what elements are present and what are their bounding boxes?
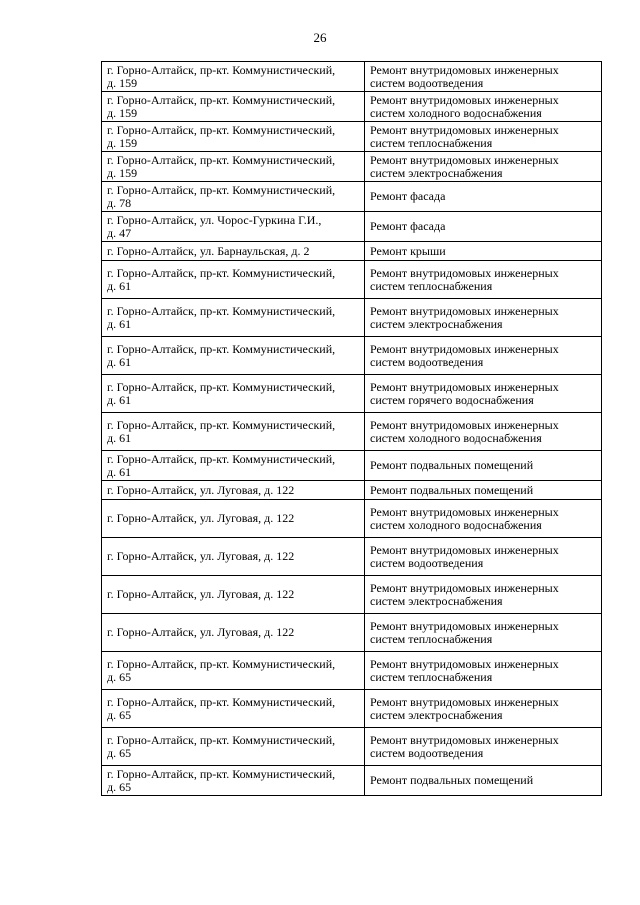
address-line: г. Горно-Алтайск, пр-кт. Коммунистический, <box>107 303 336 318</box>
address-line: д. 65 <box>107 669 132 684</box>
work-type-line: Ремонт подвальных помещений <box>370 773 534 787</box>
work-type-cell <box>365 261 602 299</box>
work-type-line: Ремонт внутридомовых инженерных <box>370 152 559 167</box>
work-type-line: Ремонт внутридомовых инженерных <box>370 504 559 519</box>
work-type-line: систем теплоснабжения <box>370 669 493 684</box>
address-cell <box>102 652 365 690</box>
address-line: д. 61 <box>107 354 132 369</box>
address-line: д. 159 <box>107 105 138 120</box>
work-type-line: Ремонт внутридомовых инженерных <box>370 656 559 671</box>
address-line: д. 159 <box>107 165 138 180</box>
work-type-line: Ремонт внутридомовых инженерных <box>370 303 559 318</box>
work-type-cell <box>365 92 602 122</box>
address-line: г. Горно-Алтайск, пр-кт. Коммунистический, <box>107 92 336 107</box>
address-line: г. Горно-Алтайск, ул. Чорос-Гуркина Г.И., <box>107 212 322 227</box>
table-row <box>102 152 602 182</box>
work-type-cell <box>365 728 602 766</box>
work-type-line: Ремонт подвальных помещений <box>370 458 534 472</box>
address-line: г. Горно-Алтайск, ул. Барнаульская, д. 2 <box>107 243 310 258</box>
address-cell <box>102 152 365 182</box>
table-row <box>102 614 602 652</box>
table-row <box>102 182 602 212</box>
work-type-line: систем водоотведения <box>370 75 484 90</box>
work-type-line: Ремонт внутридомовых инженерных <box>370 580 559 595</box>
work-type-cell <box>365 451 602 481</box>
work-type-line: Ремонт внутридомовых инженерных <box>370 732 559 747</box>
table-row <box>102 242 602 261</box>
work-type-line: систем водоотведения <box>370 354 484 369</box>
address-line: д. 159 <box>107 135 138 150</box>
address-line: г. Горно-Алтайск, пр-кт. Коммунистический, <box>107 341 336 356</box>
address-line: г. Горно-Алтайск, пр-кт. Коммунистический, <box>107 62 336 77</box>
address-cell <box>102 576 365 614</box>
address-line: г. Горно-Алтайск, пр-кт. Коммунистический, <box>107 265 336 280</box>
page-number: 26 <box>313 30 327 45</box>
table-row <box>102 500 602 538</box>
address-line: д. 61 <box>107 392 132 407</box>
address-line: д. 61 <box>107 430 132 445</box>
table-row <box>102 413 602 451</box>
work-type-cell <box>365 614 602 652</box>
address-line: г. Горно-Алтайск, ул. Луговая, д. 122 <box>107 625 295 639</box>
work-type-line: систем теплоснабжения <box>370 278 493 293</box>
work-type-cell <box>365 766 602 796</box>
address-line: г. Горно-Алтайск, пр-кт. Коммунистический, <box>107 122 336 137</box>
address-line: г. Горно-Алтайск, пр-кт. Коммунистический, <box>107 766 336 781</box>
work-type-line: систем водоотведения <box>370 555 484 570</box>
work-type-cell <box>365 481 602 500</box>
address-cell <box>102 182 365 212</box>
address-cell <box>102 690 365 728</box>
work-type-line: Ремонт внутридомовых инженерных <box>370 92 559 107</box>
table-row <box>102 690 602 728</box>
address-cell <box>102 413 365 451</box>
work-type-line: систем электроснабжения <box>370 316 503 331</box>
work-type-line: систем холодного водоснабжения <box>370 517 542 532</box>
address-cell <box>102 62 365 92</box>
address-line: д. 65 <box>107 779 132 794</box>
address-line: г. Горно-Алтайск, пр-кт. Коммунистический, <box>107 379 336 394</box>
address-line: г. Горно-Алтайск, пр-кт. Коммунистический, <box>107 152 336 167</box>
works-table <box>101 61 602 796</box>
work-type-cell <box>365 413 602 451</box>
table-row <box>102 766 602 796</box>
work-type-line: систем горячего водоснабжения <box>370 392 534 407</box>
address-line: г. Горно-Алтайск, пр-кт. Коммунистический, <box>107 451 336 466</box>
address-cell <box>102 481 365 500</box>
table-row <box>102 451 602 481</box>
work-type-line: Ремонт крыши <box>370 243 446 258</box>
work-type-cell <box>365 182 602 212</box>
table-row <box>102 576 602 614</box>
address-cell <box>102 92 365 122</box>
address-cell <box>102 375 365 413</box>
address-line: д. 65 <box>107 745 132 760</box>
address-line: г. Горно-Алтайск, ул. Луговая, д. 122 <box>107 511 295 525</box>
work-type-line: Ремонт внутридомовых инженерных <box>370 694 559 709</box>
work-type-line: систем теплоснабжения <box>370 135 493 150</box>
work-type-line: систем электроснабжения <box>370 593 503 608</box>
address-cell <box>102 212 365 242</box>
table-row <box>102 62 602 92</box>
address-line: д. 159 <box>107 75 138 90</box>
address-line: г. Горно-Алтайск, пр-кт. Коммунистический, <box>107 732 336 747</box>
table-row <box>102 728 602 766</box>
address-line: д. 61 <box>107 316 132 331</box>
address-line: г. Горно-Алтайск, пр-кт. Коммунистический, <box>107 417 336 432</box>
work-type-line: систем электроснабжения <box>370 707 503 722</box>
work-type-line: Ремонт внутридомовых инженерных <box>370 618 559 633</box>
address-line: г. Горно-Алтайск, пр-кт. Коммунистический, <box>107 182 336 197</box>
work-type-line: систем холодного водоснабжения <box>370 105 542 120</box>
work-type-cell <box>365 375 602 413</box>
address-line: д. 78 <box>107 195 132 210</box>
work-type-line: систем водоотведения <box>370 745 484 760</box>
address-cell <box>102 766 365 796</box>
work-type-line: Ремонт внутридомовых инженерных <box>370 122 559 137</box>
work-type-cell <box>365 337 602 375</box>
address-line: г. Горно-Алтайск, ул. Луговая, д. 122 <box>107 482 295 497</box>
work-type-cell <box>365 152 602 182</box>
work-type-line: систем теплоснабжения <box>370 631 493 646</box>
address-cell <box>102 122 365 152</box>
work-type-cell <box>365 576 602 614</box>
address-cell <box>102 337 365 375</box>
work-type-cell <box>365 538 602 576</box>
work-type-line: Ремонт внутридомовых инженерных <box>370 62 559 77</box>
work-type-cell <box>365 299 602 337</box>
address-line: д. 61 <box>107 464 132 479</box>
address-cell <box>102 451 365 481</box>
work-type-cell <box>365 62 602 92</box>
address-cell <box>102 728 365 766</box>
work-type-line: Ремонт фасада <box>370 189 446 203</box>
address-line: д. 65 <box>107 707 132 722</box>
work-type-line: систем холодного водоснабжения <box>370 430 542 445</box>
address-line: г. Горно-Алтайск, ул. Луговая, д. 122 <box>107 587 295 601</box>
address-cell <box>102 614 365 652</box>
address-line: г. Горно-Алтайск, ул. Луговая, д. 122 <box>107 549 295 563</box>
table-row <box>102 122 602 152</box>
table-row <box>102 261 602 299</box>
work-type-cell <box>365 122 602 152</box>
address-cell <box>102 299 365 337</box>
address-line: г. Горно-Алтайск, пр-кт. Коммунистический, <box>107 694 336 709</box>
work-type-cell <box>365 242 602 261</box>
work-type-line: Ремонт подвальных помещений <box>370 482 534 497</box>
table-row <box>102 652 602 690</box>
work-type-line: Ремонт внутридомовых инженерных <box>370 417 559 432</box>
work-type-cell <box>365 652 602 690</box>
address-cell <box>102 538 365 576</box>
work-type-line: систем электроснабжения <box>370 165 503 180</box>
address-cell <box>102 261 365 299</box>
table-row <box>102 481 602 500</box>
work-type-cell <box>365 212 602 242</box>
works-table-body <box>102 62 602 796</box>
work-type-line: Ремонт внутридомовых инженерных <box>370 265 559 280</box>
address-line: д. 61 <box>107 278 132 293</box>
table-row <box>102 375 602 413</box>
table-row <box>102 299 602 337</box>
work-type-line: Ремонт фасада <box>370 219 446 233</box>
table-row <box>102 92 602 122</box>
address-line: д. 47 <box>107 225 132 240</box>
table-row <box>102 538 602 576</box>
address-line: г. Горно-Алтайск, пр-кт. Коммунистический, <box>107 656 336 671</box>
table-row <box>102 337 602 375</box>
work-type-cell <box>365 690 602 728</box>
work-type-line: Ремонт внутридомовых инженерных <box>370 379 559 394</box>
address-cell <box>102 500 365 538</box>
work-type-line: Ремонт внутридомовых инженерных <box>370 341 559 356</box>
table-row <box>102 212 602 242</box>
work-type-line: Ремонт внутридомовых инженерных <box>370 542 559 557</box>
work-type-cell <box>365 500 602 538</box>
address-cell <box>102 242 365 261</box>
